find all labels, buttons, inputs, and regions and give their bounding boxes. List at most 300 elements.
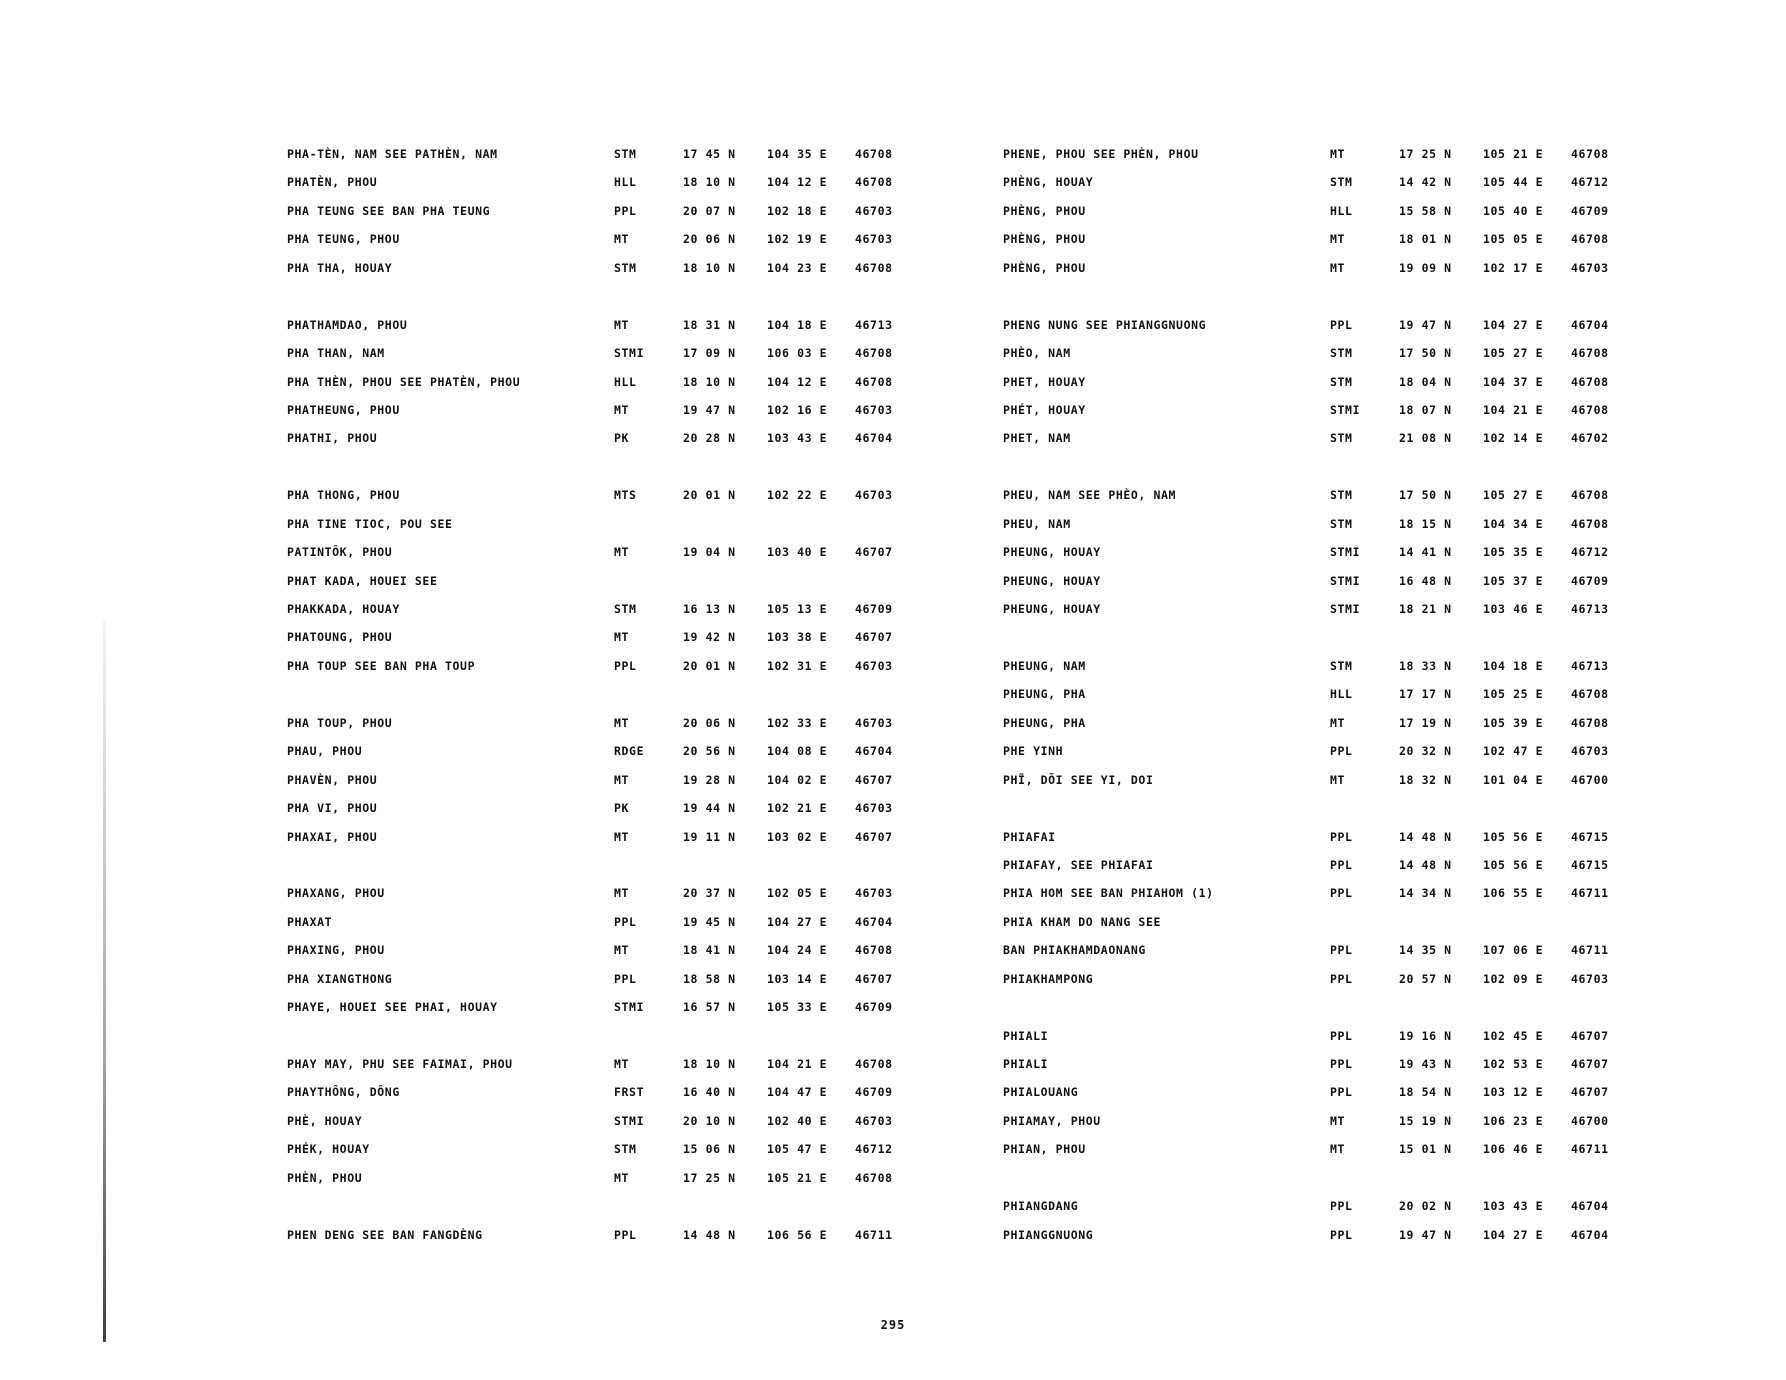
entry-row — [1003, 1107, 1653, 1135]
entry-name: PHAT KADA, HOUEI SEE — [287, 573, 438, 588]
entry-name: PHET, NAM — [1003, 431, 1071, 446]
entry-lat: 17 25 N — [683, 1170, 736, 1185]
entry-row — [287, 453, 937, 481]
entry-lat: 16 57 N — [683, 1000, 736, 1015]
entry-lat: 19 47 N — [1399, 317, 1452, 332]
entry-ref: 46703 — [1571, 260, 1609, 275]
entry-lon: 105 56 E — [1483, 829, 1544, 844]
entry-lon: 102 47 E — [1483, 744, 1544, 759]
entry-code: PPL — [1330, 886, 1353, 901]
entry-name: PHAXAI, PHOU — [287, 829, 378, 844]
entry-ref: 46703 — [855, 488, 893, 503]
entry-name: PHEU, NAM — [1003, 516, 1071, 531]
entry-row — [1003, 737, 1653, 765]
entry-name: PHIA KHAM DO NANG SEE — [1003, 914, 1161, 929]
entry-code: STM — [1330, 346, 1353, 361]
entry-lon: 104 02 E — [767, 772, 828, 787]
entry-lat: 14 42 N — [1399, 175, 1452, 190]
entry-row — [287, 396, 937, 424]
entry-name: PHA TOUP SEE BAN PHA TOUP — [287, 658, 476, 673]
entry-code: PPL — [1330, 1227, 1353, 1242]
entry-lon: 104 34 E — [1483, 516, 1544, 531]
entry-lon: 106 03 E — [767, 346, 828, 361]
entry-ref: 46703 — [1571, 744, 1609, 759]
entry-name: PHA XIANGTHONG — [287, 971, 393, 986]
entry-row — [1003, 282, 1653, 310]
entry-lon: 103 14 E — [767, 971, 828, 986]
entry-name: PHAKKADA, HOUAY — [287, 602, 400, 616]
entry-ref: 46707 — [855, 545, 893, 560]
entry-code: STM — [1330, 431, 1353, 446]
entry-code: PPL — [1330, 1057, 1353, 1071]
entry-lon: 104 27 E — [1483, 317, 1544, 332]
entry-name: PHEN DENG SEE BAN FANGDÈNG — [287, 1227, 483, 1242]
entry-row — [287, 481, 937, 509]
entry-row — [287, 225, 937, 253]
entry-ref: 46707 — [855, 829, 893, 844]
left-column — [287, 140, 937, 1249]
entry-lon: 106 55 E — [1483, 886, 1544, 901]
entry-name: PHA TEUNG SEE BAN PHA TEUNG — [287, 203, 491, 218]
entry-row — [287, 766, 937, 794]
entry-row — [1003, 368, 1653, 396]
entry-name: PHÈO, NAM — [1003, 346, 1071, 361]
entry-name: PHA TOUP, PHOU — [287, 715, 393, 730]
entry-ref: 46708 — [1571, 374, 1609, 389]
entry-lat: 16 40 N — [683, 1085, 736, 1100]
entry-name: PHATHAMDAO, PHOU — [287, 317, 408, 332]
entry-row — [287, 652, 937, 680]
entry-lon: 105 27 E — [1483, 346, 1544, 361]
entry-lat: 16 13 N — [683, 602, 736, 616]
entry-row — [1003, 680, 1653, 708]
entry-lat: 19 28 N — [683, 772, 736, 787]
entry-row — [1003, 794, 1653, 822]
entry-ref: 46709 — [855, 1085, 893, 1100]
entry-name: BAN PHIAKHAMDAONANG — [1003, 943, 1146, 958]
entry-row — [1003, 879, 1653, 907]
entry-code: STMI — [1330, 602, 1361, 616]
entry-lon: 104 27 E — [1483, 1227, 1544, 1242]
entry-code: MT — [614, 1170, 630, 1185]
entry-lon: 104 24 E — [767, 943, 828, 958]
entry-ref: 46708 — [855, 260, 893, 275]
entry-ref: 46708 — [1571, 715, 1609, 730]
entry-lat: 14 35 N — [1399, 943, 1452, 958]
entry-code: HLL — [1330, 203, 1353, 218]
entry-lon: 105 56 E — [1483, 857, 1544, 872]
entry-ref: 46708 — [1571, 346, 1609, 361]
entry-lon: 102 21 E — [767, 801, 828, 816]
entry-lon: 103 43 E — [767, 431, 828, 446]
entry-lat: 18 10 N — [683, 260, 736, 275]
entry-row — [1003, 481, 1653, 509]
entry-code: MT — [614, 829, 630, 844]
entry-name: PHA TINE TIOC, POU SEE — [287, 516, 453, 531]
entry-name: PHÈNG, PHOU — [1003, 203, 1086, 218]
entry-ref: 46709 — [855, 602, 893, 616]
entry-ref: 46704 — [1571, 1199, 1609, 1214]
entry-ref: 46707 — [855, 971, 893, 986]
entry-lat: 14 48 N — [1399, 829, 1452, 844]
entry-name: PHATHI, PHOU — [287, 431, 378, 446]
entry-row — [1003, 197, 1653, 225]
entry-name: PHIAKHAMPONG — [1003, 971, 1094, 986]
entry-ref: 46708 — [1571, 488, 1609, 503]
entry-row — [1003, 510, 1653, 538]
entry-lat: 18 01 N — [1399, 232, 1452, 247]
entry-lon: 105 33 E — [767, 1000, 828, 1015]
entry-code: STM — [1330, 516, 1353, 531]
entry-row — [287, 168, 937, 196]
entry-ref: 46709 — [1571, 203, 1609, 218]
entry-ref: 46709 — [1571, 573, 1609, 588]
entry-ref: 46704 — [1571, 317, 1609, 332]
entry-row — [287, 680, 937, 708]
entry-lat: 20 57 N — [1399, 971, 1452, 986]
entry-code: STMI — [1330, 545, 1361, 560]
entry-lat: 18 10 N — [683, 1057, 736, 1071]
entry-lon: 102 18 E — [767, 203, 828, 218]
entry-code: STM — [614, 260, 637, 275]
entry-code: STMI — [1330, 573, 1361, 588]
entry-name: PHATOUNG, PHOU — [287, 630, 393, 645]
entry-lon: 103 40 E — [767, 545, 828, 560]
entry-lat: 17 50 N — [1399, 488, 1452, 503]
entry-row — [1003, 538, 1653, 566]
entry-row — [1003, 396, 1653, 424]
entry-lon: 104 27 E — [767, 914, 828, 929]
entry-lon: 101 04 E — [1483, 772, 1544, 787]
entry-row — [1003, 424, 1653, 452]
entry-code: PPL — [614, 658, 637, 673]
entry-name: PHAYE, HOUEI SEE PHAI, HOUAY — [287, 1000, 498, 1015]
entry-code: PPL — [1330, 971, 1353, 986]
entry-lon: 105 21 E — [767, 1170, 828, 1185]
entry-name: PHAYTHÔNG, DÔNG — [287, 1085, 400, 1100]
entry-name: PHIA HOM SEE BAN PHIAHOM (1) — [1003, 886, 1214, 901]
entry-ref: 46708 — [1571, 147, 1609, 161]
entry-row — [287, 1078, 937, 1106]
entry-ref: 46713 — [1571, 602, 1609, 616]
entry-name: PHIALI — [1003, 1057, 1049, 1071]
entry-row — [1003, 1022, 1653, 1050]
entry-lat: 20 37 N — [683, 886, 736, 901]
entry-lon: 105 47 E — [767, 1142, 828, 1157]
entry-code: FRST — [614, 1085, 645, 1100]
entry-code: STM — [1330, 658, 1353, 673]
entry-row — [287, 851, 937, 879]
entry-ref: 46700 — [1571, 1113, 1609, 1128]
entry-lon: 102 33 E — [767, 715, 828, 730]
entry-ref: 46703 — [855, 1113, 893, 1128]
entry-name: PHEU, NAM SEE PHÈO, NAM — [1003, 488, 1177, 503]
entry-name: PHE YINH — [1003, 744, 1064, 759]
entry-ref: 46708 — [1571, 516, 1609, 531]
entry-name: PHIALOUANG — [1003, 1085, 1079, 1100]
entry-lat: 18 07 N — [1399, 402, 1452, 417]
entry-row — [1003, 254, 1653, 282]
entry-code: PPL — [614, 1227, 637, 1242]
entry-code: HLL — [1330, 687, 1353, 702]
entry-ref: 46704 — [855, 744, 893, 759]
entry-ref: 46708 — [855, 943, 893, 958]
entry-ref: 46703 — [855, 715, 893, 730]
entry-name: PHA THA, HOUAY — [287, 260, 393, 275]
entry-row — [287, 197, 937, 225]
entry-lon: 103 12 E — [1483, 1085, 1544, 1100]
entry-code: MT — [614, 1057, 630, 1071]
entry-code: MT — [614, 317, 630, 332]
entry-lat: 17 19 N — [1399, 715, 1452, 730]
entry-ref: 46708 — [855, 346, 893, 361]
entry-row — [1003, 225, 1653, 253]
entry-code: STMI — [1330, 402, 1361, 417]
entry-code: MT — [614, 545, 630, 560]
entry-lat: 21 08 N — [1399, 431, 1452, 446]
entry-row — [1003, 1221, 1653, 1249]
entry-lon: 103 02 E — [767, 829, 828, 844]
entry-lon: 104 18 E — [1483, 658, 1544, 673]
entry-code: PPL — [1330, 829, 1353, 844]
entry-lat: 18 10 N — [683, 374, 736, 389]
entry-row — [287, 936, 937, 964]
entry-lat: 19 42 N — [683, 630, 736, 645]
entry-code: MT — [1330, 147, 1346, 161]
entry-ref: 46711 — [855, 1227, 893, 1242]
entry-ref: 46711 — [1571, 1142, 1609, 1157]
entry-lon: 102 40 E — [767, 1113, 828, 1128]
entry-code: PK — [614, 431, 630, 446]
entry-lon: 102 14 E — [1483, 431, 1544, 446]
entry-row — [1003, 823, 1653, 851]
entry-ref: 46703 — [855, 232, 893, 247]
entry-lat: 15 06 N — [683, 1142, 736, 1157]
entry-ref: 46704 — [1571, 1227, 1609, 1242]
entry-name: PHĨ, DÕI SEE YI, DOI — [1003, 772, 1154, 787]
entry-name: PHÈN, PHOU — [287, 1170, 363, 1185]
entry-row — [287, 254, 937, 282]
entry-lon: 105 37 E — [1483, 573, 1544, 588]
entry-lat: 20 02 N — [1399, 1199, 1452, 1214]
entry-lon: 104 12 E — [767, 175, 828, 190]
entry-ref: 46703 — [855, 658, 893, 673]
entry-row — [287, 794, 937, 822]
entry-row — [1003, 908, 1653, 936]
entry-ref: 46708 — [855, 147, 893, 161]
entry-row — [1003, 140, 1653, 168]
entry-code: PPL — [1330, 317, 1353, 332]
entry-row — [287, 1221, 937, 1249]
entry-code: STM — [1330, 488, 1353, 503]
entry-lon: 104 47 E — [767, 1085, 828, 1100]
entry-lat: 18 15 N — [1399, 516, 1452, 531]
entry-ref: 46703 — [1571, 971, 1609, 986]
entry-name: PHATHEUNG, PHOU — [287, 402, 400, 417]
entry-row — [287, 424, 937, 452]
entry-row — [1003, 1164, 1653, 1192]
right-column — [1003, 140, 1653, 1249]
entry-lon: 104 08 E — [767, 744, 828, 759]
entry-lon: 106 23 E — [1483, 1113, 1544, 1128]
entry-row — [287, 823, 937, 851]
entry-ref: 46703 — [855, 402, 893, 417]
entry-ref: 46712 — [855, 1142, 893, 1157]
entry-name: PHAXAT — [287, 914, 333, 929]
entry-row — [1003, 1078, 1653, 1106]
entry-row — [287, 1164, 937, 1192]
entry-lat: 19 09 N — [1399, 260, 1452, 275]
entry-name: PHEUNG, HOUAY — [1003, 545, 1101, 560]
entry-ref: 46712 — [1571, 545, 1609, 560]
entry-code: HLL — [614, 374, 637, 389]
scan-margin-shadow — [103, 620, 106, 1342]
entry-name: PHIANGGNUONG — [1003, 1227, 1094, 1242]
entry-row — [1003, 567, 1653, 595]
entry-code: MT — [1330, 260, 1346, 275]
entry-name: PHÈNG, PHOU — [1003, 260, 1086, 275]
entry-lon: 102 09 E — [1483, 971, 1544, 986]
entry-name: PHEUNG, PHA — [1003, 687, 1086, 702]
entry-ref: 46713 — [1571, 658, 1609, 673]
entry-code: MT — [614, 772, 630, 787]
entry-lon: 102 16 E — [767, 402, 828, 417]
entry-code: PPL — [1330, 857, 1353, 872]
entry-lat: 17 09 N — [683, 346, 736, 361]
entry-ref: 46708 — [855, 175, 893, 190]
entry-lon: 102 45 E — [1483, 1028, 1544, 1043]
entry-name: PHEUNG, HOUAY — [1003, 602, 1101, 616]
entry-lat: 17 17 N — [1399, 687, 1452, 702]
entry-row — [287, 339, 937, 367]
entry-lon: 105 35 E — [1483, 545, 1544, 560]
entry-row — [287, 538, 937, 566]
entry-code: STM — [1330, 175, 1353, 190]
entry-name: PHAU, PHOU — [287, 744, 363, 759]
entry-code: STM — [614, 602, 637, 616]
entry-lat: 19 44 N — [683, 801, 736, 816]
entry-lon: 102 19 E — [767, 232, 828, 247]
entry-code: MT — [614, 886, 630, 901]
entry-row — [287, 623, 937, 651]
entry-lat: 18 21 N — [1399, 602, 1452, 616]
entry-ref: 46715 — [1571, 829, 1609, 844]
entry-lon: 105 21 E — [1483, 147, 1544, 161]
entry-ref: 46704 — [855, 914, 893, 929]
entry-lat: 20 07 N — [683, 203, 736, 218]
entry-lon: 104 12 E — [767, 374, 828, 389]
entry-name: PHENE, PHOU SEE PHÈN, PHOU — [1003, 147, 1199, 161]
entry-lon: 104 37 E — [1483, 374, 1544, 389]
entry-code: PPL — [1330, 1085, 1353, 1100]
entry-row — [1003, 652, 1653, 680]
entry-row — [287, 1050, 937, 1078]
entry-name: PHÉK, HOUAY — [287, 1142, 370, 1157]
entry-row — [287, 368, 937, 396]
entry-ref: 46708 — [855, 1057, 893, 1071]
entry-name: PHEUNG, HOUAY — [1003, 573, 1101, 588]
entry-lat: 16 48 N — [1399, 573, 1452, 588]
entry-code: MTS — [614, 488, 637, 503]
entry-lon: 105 05 E — [1483, 232, 1544, 247]
entry-name: PHAY MAY, PHU SEE FAIMAI, PHOU — [287, 1057, 513, 1071]
entry-lat: 19 47 N — [1399, 1227, 1452, 1242]
entry-row — [287, 737, 937, 765]
entry-name: PHIAFAI — [1003, 829, 1056, 844]
entry-row — [1003, 1050, 1653, 1078]
entry-lat: 18 04 N — [1399, 374, 1452, 389]
entry-ref: 46703 — [855, 203, 893, 218]
entry-lat: 14 34 N — [1399, 886, 1452, 901]
entry-lat: 19 04 N — [683, 545, 736, 560]
entry-ref: 46702 — [1571, 431, 1609, 446]
entry-code: PPL — [1330, 943, 1353, 958]
entry-lat: 20 01 N — [683, 658, 736, 673]
entry-lat: 14 48 N — [683, 1227, 736, 1242]
entry-name: PHIAN, PHOU — [1003, 1142, 1086, 1157]
entry-code: RDGE — [614, 744, 645, 759]
entry-row — [1003, 766, 1653, 794]
entry-ref: 46708 — [1571, 232, 1609, 247]
entry-name: PHENG NUNG SEE PHIANGGNUONG — [1003, 317, 1207, 332]
entry-lat: 18 31 N — [683, 317, 736, 332]
entry-name: PHAXING, PHOU — [287, 943, 385, 958]
entry-code: MT — [614, 715, 630, 730]
entry-row — [287, 993, 937, 1021]
entry-code: MT — [614, 402, 630, 417]
entry-name: PHIANGDANG — [1003, 1199, 1079, 1214]
entry-row — [1003, 936, 1653, 964]
entry-lat: 18 33 N — [1399, 658, 1452, 673]
entry-ref: 46711 — [1571, 943, 1609, 958]
entry-code: MT — [1330, 772, 1346, 787]
entry-row — [287, 908, 937, 936]
entry-code: STMI — [614, 346, 645, 361]
entry-code: PPL — [1330, 744, 1353, 759]
entry-row — [287, 282, 937, 310]
entry-code: PK — [614, 801, 630, 816]
entry-code: STM — [1330, 374, 1353, 389]
entry-name: PHA THÈN, PHOU SEE PHATÈN, PHOU — [287, 374, 521, 389]
entry-row — [287, 709, 937, 737]
entry-lon: 106 56 E — [767, 1227, 828, 1242]
entry-code: PPL — [614, 914, 637, 929]
entry-lon: 103 38 E — [767, 630, 828, 645]
entry-name: PHEUNG, PHA — [1003, 715, 1086, 730]
entry-lat: 15 19 N — [1399, 1113, 1452, 1128]
entry-name: PHET, HOUAY — [1003, 374, 1086, 389]
entry-code: PPL — [1330, 1028, 1353, 1043]
entry-row — [287, 595, 937, 623]
entry-lon: 102 22 E — [767, 488, 828, 503]
entry-row — [1003, 851, 1653, 879]
entry-name: PHA VI, PHOU — [287, 801, 378, 816]
entry-ref: 46700 — [1571, 772, 1609, 787]
entry-ref: 46712 — [1571, 175, 1609, 190]
entry-lat: 20 28 N — [683, 431, 736, 446]
entry-lat: 18 10 N — [683, 175, 736, 190]
entry-name: PHIALI — [1003, 1028, 1049, 1043]
entry-name: PHÈNG, PHOU — [1003, 232, 1086, 247]
entry-lat: 19 45 N — [683, 914, 736, 929]
entry-lon: 104 18 E — [767, 317, 828, 332]
entry-name: PHA THAN, NAM — [287, 346, 385, 361]
entry-lon: 104 35 E — [767, 147, 828, 161]
entry-row — [1003, 595, 1653, 623]
entry-code: STMI — [614, 1113, 645, 1128]
entry-lon: 105 27 E — [1483, 488, 1544, 503]
entry-name: PHAXANG, PHOU — [287, 886, 385, 901]
